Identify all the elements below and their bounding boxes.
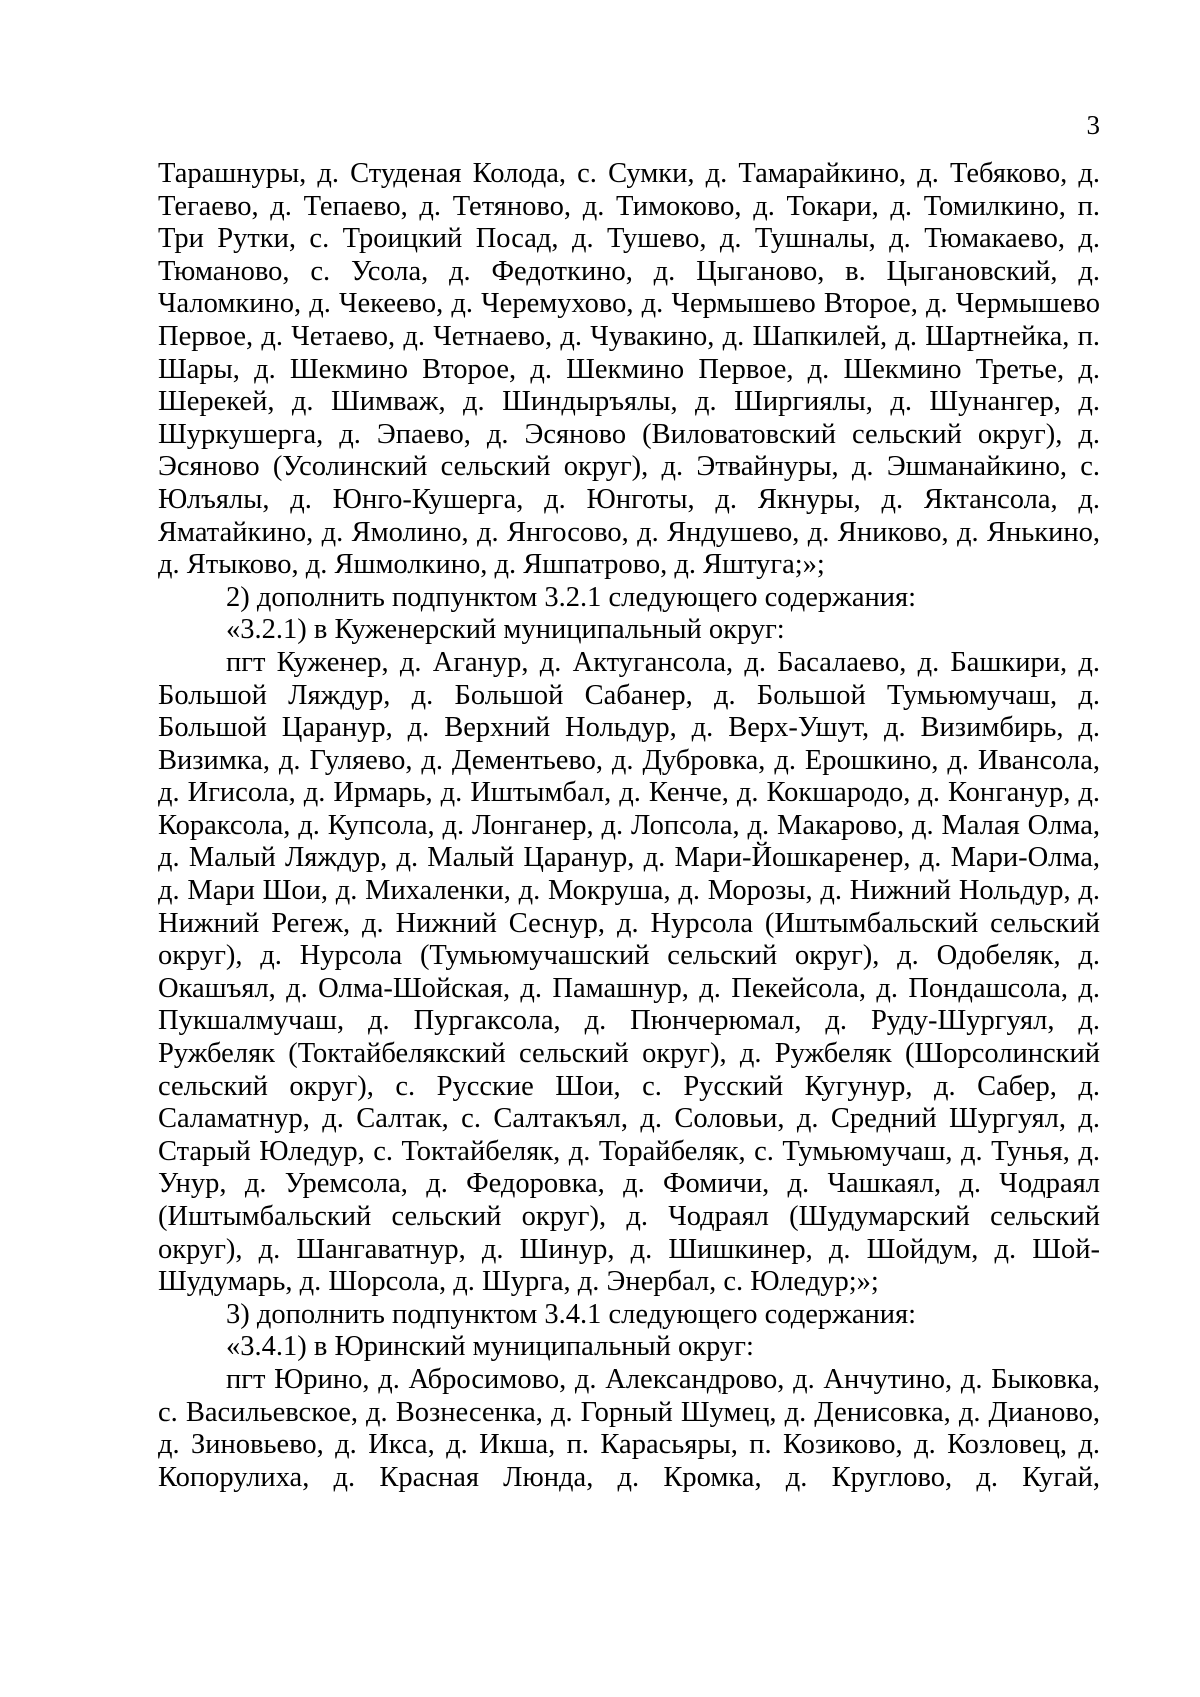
paragraph-amendment-2: 2) дополнить подпунктом 3.2.1 следующего содержания: — [226, 581, 917, 613]
paragraph-yurino-list: пгт Юрино, д. Абросимово, д. Александрово, д. Анчутино, д. Быковка, с. Васильевское, д. Вознесенка, д. Горный Шумец, д. Денисовка, д. Дианово, д. Зиновьево, д. Икса, д. Икша, п. Карасьяры, п. Козиково, д. Козловец, д. Копорулиха, д. Красная Люнда, д. Кромка, д. Круглово, д. Кугай, — [158, 1363, 1100, 1493]
paragraph-village-list-continued: Тарашнуры, д. Студеная Колода, с. Сумки, д. Тамарайкино, д. Тебяково, д. Тегаево, д. Тепаево, д. Тетяново, д. Тимоково, д. Токари, д. Томилкино, п. Три Рутки, с. Троицкий Посад, д. Тушево, д. Тушналы, д. Тюмакаево, д. Тюманово, с. Усола, д. Федоткино, д. Цыганово, в. Цыгановский, д. Чаломкино, д. Чекеево, д. Черемухово, д. Чермышево Второе, д. Чермышево Первое, д. Четаево, д. Четнаево, д. Чувакино, д. Шапкилей, д. Шартнейка, п. Шары, д. Шекмино Второе, д. Шекмино Первое, д. Шекмино Третье, д. Шерекей, д. Шимваж, д. Шиндыръялы, д. Ширгиялы, д. Шунангер, д. Шуркушерга, д. Эпаево, д. Эсяново (Виловатовский сельский округ), д. Эсяново (Усолинский сельский округ), д. Этвайнуры, д. Эшманайкино, с. Юлъялы, д. Юнго-Кушерга, д. Юнготы, д. Якнуры, д. Яктансола, д. Яматайкино, д. Ямолино, д. Янгосово, д. Яндушево, д. Яниково, д. Янькино, д. Ятыково, д. Яшмолкино, д. Яшпатрово, д. Яштуга;»; — [158, 158, 1100, 581]
page-number: 3 — [1086, 110, 1100, 140]
paragraph-subitem-3-2-1: «3.2.1) в Куженерский муниципальный округ: — [226, 614, 785, 646]
paragraph-kuzhener-list: пгт Куженер, д. Аганур, д. Актугансола, д. Басалаево, д. Башкири, д. Большой Ляждур, д. Большой Сабанер, д. Большой Тумьюмучаш, д. Большой Царанур, д. Верхний Нольдур, д. Верх-Ушут, д. Визимбирь, д. Визимка, д. Гуляево, д. Дементьево, д. Дубровка, д. Ерошкино, д. Ивансола, д. Игисола, д. Ирмарь, д. Иштымбал, д. Кенче, д. Кокшародо, д. Конганур, д. Кораксола, д. Купсола, д. Лонганер, д. Лопсола, д. Макарово, д. Малая Олма, д. Малый Ляждур, д. Малый Царанур, д. Мари-Йошкаренер, д. Мари-Олма, д. Мари Шои, д. Михаленки, д. Мокруша, д. Морозы, д. Нижний Нольдур, д. Нижний Регеж, д. Нижний Сеснур, д. Нурсола (Иштымбальский сельский округ), д. Нурсола (Тумьюмучашский сельский округ), д. Одобеляк, д. Окашъял, д. Олма-Шойская, д. Памашнур, д. Пекейсола, д. Пондашсола, д. Пукшалмучаш, д. Пургаксола, д. Пюнчерюмал, д. Руду-Шургуял, д. Ружбеляк (Токтайбелякский сельский округ), д. Ружбеляк (Шорсолинский сельский округ), с. Русские Шои, с. Русский Кугунур, д. Сабер, д. Саламатнур, д. Салтак, с. Салтакъял, д. Соловьи, д. Средний Шургуял, д. Старый Юледур, с. Токтайбеляк, д. Торайбеляк, с. Тумьюмучаш, д. Тунья, д. Унур, д. Уремсола, д. Федоровка, д. Фомичи, д. Чашкаял, д. Чодраял (Иштымбальский сельский округ), д. Чодраял (Шудумарский сельский округ), д. Шангаватнур, д. Шинур, д. Шишкинер, д. Шойдум, д. Шой-Шудумарь, д. Шорсола, д. Шурга, д. Энербал, с. Юледур;»; — [158, 646, 1100, 1298]
paragraph-amendment-3: 3) дополнить подпунктом 3.4.1 следующего содержания: — [226, 1298, 917, 1330]
document-body — [158, 158, 1100, 1494]
paragraph-subitem-3-4-1: «3.4.1) в Юринский муниципальный округ: — [226, 1331, 754, 1363]
